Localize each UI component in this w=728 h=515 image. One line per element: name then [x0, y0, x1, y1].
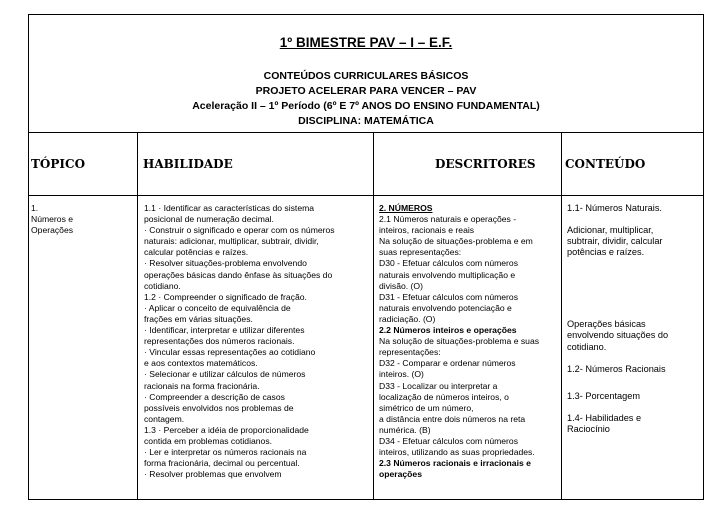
descritores-line: numérica. (B) — [379, 424, 431, 435]
conteudo-line: Adicionar, multiplicar, — [567, 225, 654, 236]
habilidade-line: contagem. — [144, 413, 185, 424]
conteudo-item: 1.1- Números Naturais. — [567, 203, 662, 213]
descritores-line: D34 - Efetuar cálculos com números — [379, 435, 518, 446]
descritores-section-heading: 2. NÚMEROS — [379, 203, 433, 213]
habilidade-line: · Resolver situações-problema envolvendo — [144, 258, 307, 269]
column-header-habilidade: HABILIDADE — [143, 157, 233, 171]
conteudo-line: cotidiano. — [567, 341, 607, 352]
column-header-row — [29, 133, 703, 196]
conteudo-line: subtrair, dividir, calcular — [567, 236, 663, 247]
conteudo-item: 1.3- Porcentagem — [567, 390, 641, 401]
header-subtitle — [29, 69, 703, 129]
habilidade-line: contida em problemas cotidianos. — [144, 435, 273, 446]
descritores-line: 2.1 Números naturais e operações - — [379, 214, 517, 225]
habilidade-line: operações básicas dando ênfase às situações do — [144, 269, 333, 280]
conteudo-item: 1.2- Números Racionais — [567, 363, 666, 374]
column-header-descritores: DESCRITORES — [435, 157, 536, 171]
header-line: CONTEÚDOS CURRICULARES BÁSICOS — [263, 70, 469, 82]
descritores-section-heading: 2.2 Números inteiros e operações — [379, 325, 517, 336]
habilidade-line: 1.1 · Identificar as características do sistema — [144, 203, 315, 213]
descritores-line: D31 - Efetuar cálculos com números — [379, 291, 518, 302]
habilidade-line: e aos contextos matemáticos. — [144, 358, 258, 369]
conteudo-line: Raciocínio — [567, 423, 610, 434]
habilidade-line: · Resolver problemas que envolvem — [144, 469, 282, 480]
conteudo-line: potências e raízes. — [567, 247, 645, 258]
descritores-line: inteiros. (O) — [379, 369, 424, 380]
descritores-line: a distância entre dois números na reta — [379, 413, 526, 424]
habilidade-line: calcular potências e raízes. — [144, 247, 249, 258]
topico-line: 1. — [31, 203, 39, 213]
descritores-line: divisão. (O) — [379, 280, 423, 291]
habilidade-line: frações em várias situações. — [144, 313, 253, 324]
descritores-line: simétrico de um número, — [379, 402, 474, 413]
descritores-line: suas representações: — [379, 247, 462, 258]
habilidade-line: · Vincular essas representações ao cotidiano — [144, 347, 316, 358]
conteudo-cell — [567, 203, 703, 435]
document-header — [29, 15, 703, 133]
habilidade-line: · Compreender a descrição de casos — [144, 391, 285, 402]
habilidade-line: representações dos números racionais. — [144, 336, 295, 347]
habilidade-line: possíveis envolvidos nos problemas de — [144, 402, 294, 413]
document-table — [28, 14, 704, 500]
habilidade-cell — [144, 203, 370, 480]
descritores-line: D30 - Efetuar cálculos com números — [379, 258, 518, 269]
column-header-topico: TÓPICO — [31, 157, 86, 171]
conteudo-item: 1.4- Habilidades e — [567, 412, 642, 423]
habilidade-line: · Construir o significado e operar com os números — [144, 225, 335, 236]
descritores-line: naturais envolvendo multiplicação e — [379, 269, 516, 280]
habilidade-line: forma fracionária, decimal ou percentual. — [144, 458, 300, 469]
habilidade-line: 1.2 · Compreender o significado de fração. — [144, 291, 307, 302]
page-title: 1º BIMESTRE PAV – I – E.F. — [279, 35, 453, 50]
descritores-cell — [379, 203, 559, 480]
descritores-line: radiciação. (O) — [379, 313, 436, 324]
descritores-line: inteiros, utilizando as suas propriedades. — [379, 447, 535, 458]
descritores-line: naturais envolvendo potenciação e — [379, 302, 512, 313]
header-line: Aceleração II – 1º Período (6º E 7º ANOS DO ENSINO FUNDAMENTAL) — [192, 100, 540, 112]
habilidade-line: 1.3 · Perceber a idéia de proporcionalidade — [144, 424, 309, 435]
habilidade-line: · Selecionar e utilizar cálculos de números — [144, 369, 306, 380]
header-line: PROJETO ACELERAR PARA VENCER – PAV — [255, 85, 477, 97]
habilidade-line: naturais: adicionar, multiplicar, subtrair, dividir, — [144, 236, 319, 247]
header-line: DISCIPLINA: MATEMÁTICA — [298, 115, 434, 127]
column-divider — [373, 133, 374, 499]
descritores-section-heading: operações — [379, 469, 422, 480]
descritores-line: Na solução de situações-problema e suas — [379, 336, 540, 347]
topico-line: Operações — [31, 225, 74, 236]
habilidade-line: posicional de numeração decimal. — [144, 214, 274, 225]
conteudo-line: envolvendo situações do — [567, 330, 669, 341]
conteudo-line: Operações básicas — [567, 319, 646, 330]
column-divider — [137, 133, 138, 499]
topico-cell — [31, 203, 135, 236]
habilidade-line: cotidiano. — [144, 280, 181, 291]
habilidade-line: · Aplicar o conceito de equivalência de — [144, 302, 291, 313]
descritores-line: D33 - Localizar ou interpretar a — [379, 380, 498, 391]
descritores-line: localização de números inteiros, o — [379, 391, 509, 402]
topico-line: Números e — [31, 214, 74, 225]
descritores-line: D32 - Comparar e ordenar números — [379, 358, 516, 369]
descritores-line: representações: — [379, 347, 441, 358]
habilidade-line: racionais na forma fracionária. — [144, 380, 260, 391]
descritores-line: inteiros, racionais e reais — [379, 225, 475, 236]
column-header-conteudo: CONTEÚDO — [565, 157, 646, 171]
column-divider — [561, 133, 562, 499]
descritores-section-heading: 2.3 Números racionais e irracionais e — [379, 458, 531, 469]
habilidade-line: · Identificar, interpretar e utilizar diferentes — [144, 325, 305, 336]
habilidade-line: · Ler e interpretar os números racionais na — [144, 447, 307, 458]
descritores-line: Na solução de situações-problema e em — [379, 236, 533, 247]
